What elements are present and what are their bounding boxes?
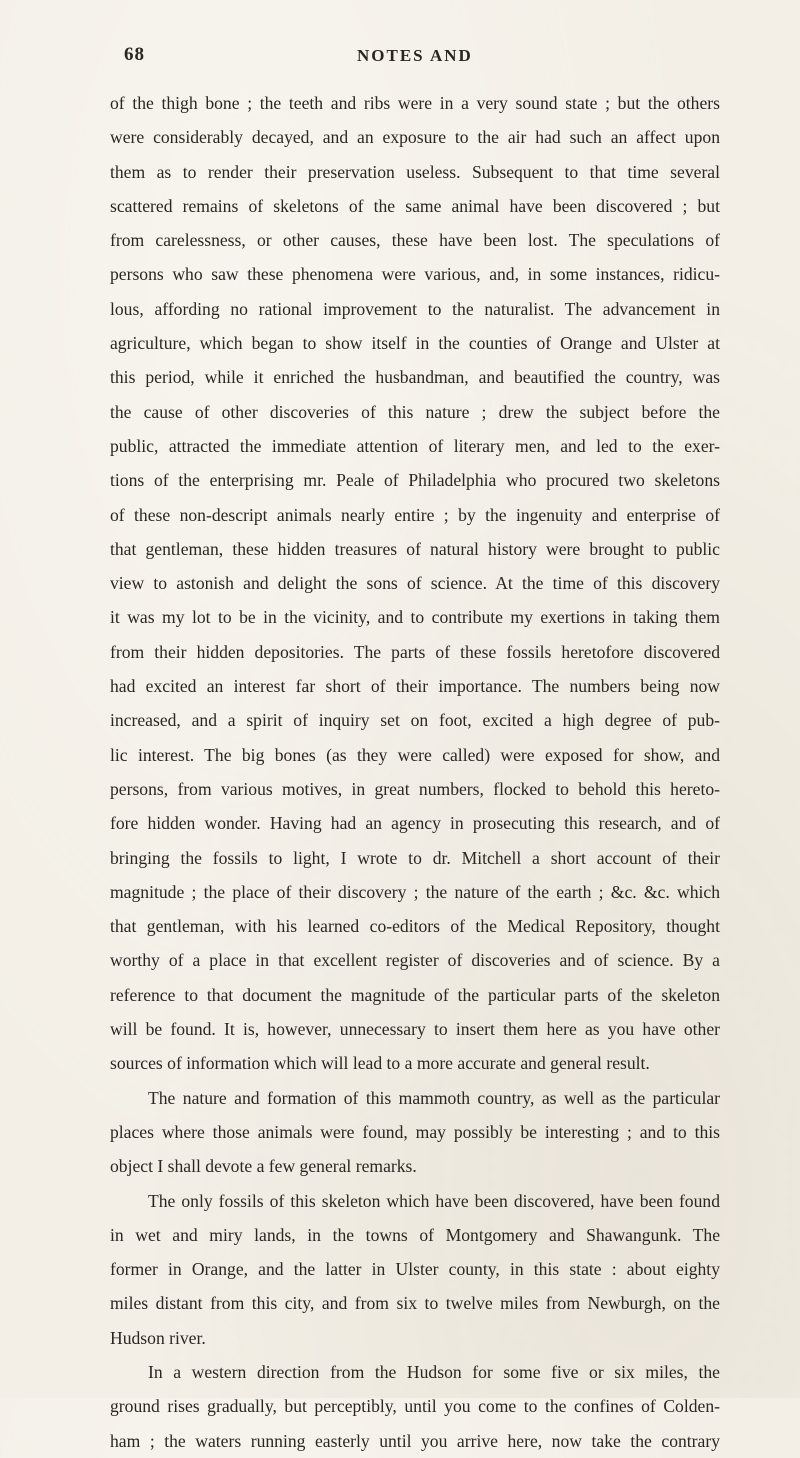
text-line: the cause of other discoveries of this nature ; drew the subject before the <box>110 401 720 422</box>
text-line: The nature and formation of this mammoth country, as well as the particular <box>148 1087 720 1108</box>
running-head <box>0 44 800 72</box>
text-line: In a western direction from the Hudson for some five or six miles, the <box>148 1361 720 1382</box>
text-line: fore hidden wonder. Having had an agency in prosecuting this research, and of <box>110 813 720 834</box>
body-text <box>110 86 720 1458</box>
text-line: lous, affording no rational improvement to the naturalist. The advancement in <box>110 298 720 319</box>
text-line: agriculture, which began to show itself in the counties of Orange and Ulster at <box>110 333 720 354</box>
text-line: persons, from various motives, in great numbers, flocked to behold this hereto- <box>110 778 720 799</box>
text-line: of the thigh bone ; the teeth and ribs were in a very sound state ; but the others <box>110 93 720 113</box>
text-line: of these non-descript animals nearly entire ; by the ingenuity and enterprise of <box>110 504 720 525</box>
text-line: bringing the fossils to light, I wrote to dr. Mitchell a short account of their <box>110 847 720 868</box>
text-line: will be found. It is, however, unnecessary to insert them here as you have other <box>110 1019 720 1040</box>
page-number: 68 <box>124 44 145 65</box>
text-line: The only fossils of this skeleton which have been discovered, have been found <box>148 1190 720 1211</box>
text-line: had excited an interest far short of their importance. The numbers being now <box>110 676 720 697</box>
text-line: in wet and miry lands, in the towns of Montgomery and Shawangunk. The <box>110 1224 720 1245</box>
text-line: from their hidden depositories. The parts of these fossils heretofore discovered <box>110 641 720 662</box>
text-line: view to astonish and delight the sons of science. At the time of this discovery <box>110 573 720 594</box>
text-line: it was my lot to be in the vicinity, and to contribute my exertions in taking them <box>110 607 720 628</box>
text-line: miles distant from this city, and from six to twelve miles from Newburgh, on the <box>110 1293 720 1314</box>
text-line: that gentleman, with his learned co-editors of the Medical Repository, thought <box>110 916 720 937</box>
text-line: lic interest. The big bones (as they were called) were exposed for show, and <box>110 744 720 765</box>
text-line: former in Orange, and the latter in Ulster county, in this state : about eighty <box>110 1259 720 1280</box>
text-line: that gentleman, these hidden treasures of natural history were brought to public <box>110 538 720 559</box>
text-line: worthy of a place in that excellent register of discoveries and of science. By a <box>110 950 720 971</box>
text-line: tions of the enterprising mr. Peale of Philadelphia who procured two skeletons <box>110 470 720 491</box>
text-line: from carelessness, or other causes, these have been lost. The speculations of <box>110 230 720 251</box>
text-line: object I shall devote a few general remarks. <box>110 1156 417 1177</box>
text-line: scattered remains of skeletons of the same animal have been discovered ; but <box>110 195 720 216</box>
text-line: them as to render their preservation useless. Subsequent to that time several <box>110 161 720 182</box>
text-line: were considerably decayed, and an exposure to the air had such an affect upon <box>110 127 720 148</box>
text-line: reference to that document the magnitude of the particular parts of the skeleton <box>110 984 720 1005</box>
text-line: this period, while it enriched the husbandman, and beautified the country, was <box>110 367 720 388</box>
text-line: sources of information which will lead to a more accurate and general result. <box>110 1053 650 1074</box>
text-line: persons who saw these phenomena were various, and, in some instances, ridicu- <box>110 264 720 285</box>
text-line: Hudson river. <box>110 1327 206 1348</box>
text-line: ham ; the waters running easterly until you arrive here, now take the contrary <box>110 1430 720 1451</box>
running-head-title: NOTES AND <box>357 46 473 65</box>
text-line: places where those animals were found, may possibly be interesting ; and to this <box>110 1121 720 1142</box>
text-line: increased, and a spirit of inquiry set on foot, excited a high degree of pub- <box>110 710 720 731</box>
text-line: magnitude ; the place of their discovery ; the nature of the earth ; &c. &c. which <box>110 881 720 902</box>
text-line: public, attracted the immediate attention of literary men, and led to the exer- <box>110 435 720 456</box>
text-line: ground rises gradually, but perceptibly, until you come to the confines of Colden- <box>110 1396 720 1417</box>
